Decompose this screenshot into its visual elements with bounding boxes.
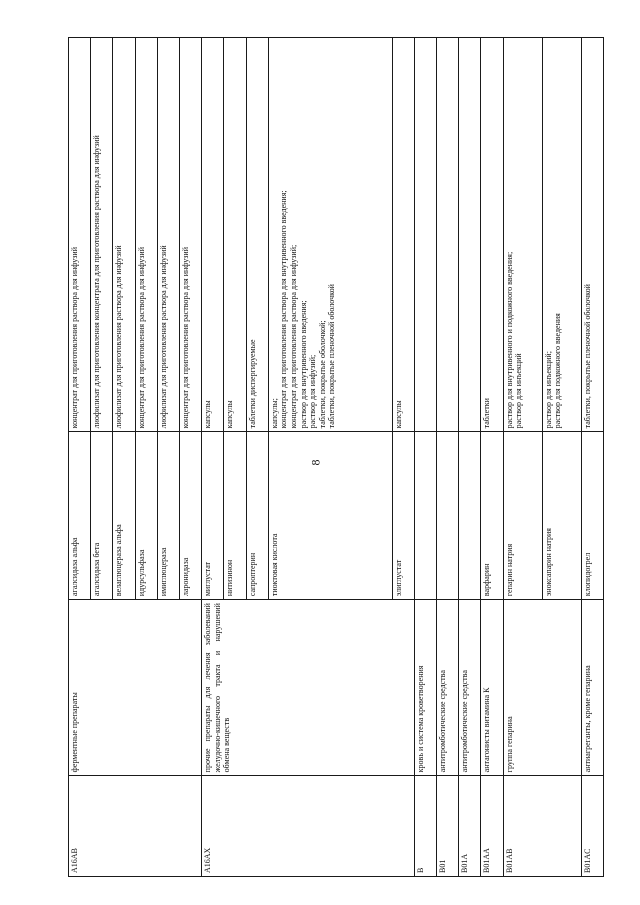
table-row xyxy=(503,38,542,877)
dosage-form-cell xyxy=(268,38,392,432)
atc-group-cell: прочие препараты для лечения заболеваний желудочно-кишечного тракта и нарушений обмена веществ xyxy=(202,600,415,776)
atc-group-cell: антагонисты витамина К xyxy=(481,600,503,776)
dosage-form-line: раствор для инфузий; xyxy=(308,354,318,429)
dosage-form-line: таблетки диспергируемые xyxy=(247,339,257,429)
drug-name-cell: нитизинон xyxy=(224,432,246,600)
atc-group-cell: группа гепарина xyxy=(503,600,581,776)
drug-name-cell: агалсидаза альфа xyxy=(69,432,91,600)
dosage-form-line: таблетки xyxy=(482,398,492,429)
drug-registry-table xyxy=(68,37,604,877)
drug-name-cell: идурсульфаза xyxy=(135,432,157,600)
dosage-form-cell xyxy=(481,38,503,432)
page-number: 8 xyxy=(308,459,323,466)
dosage-form-line: концентрат для приготовления раствора для инфузий xyxy=(70,247,79,429)
drug-name-cell: гепарин натрия xyxy=(503,432,542,600)
atc-group-cell: кровь и система кроветворения xyxy=(414,600,436,776)
table-body xyxy=(69,38,604,877)
table-row xyxy=(436,38,458,877)
table-row xyxy=(481,38,503,877)
atc-code-cell: A16AB xyxy=(69,776,202,877)
drug-name-cell: сапроптерин xyxy=(246,432,268,600)
dosage-form-cell xyxy=(581,38,603,432)
drug-name-cell: варфарин xyxy=(481,432,503,600)
drug-name-cell: элиглустат xyxy=(392,432,414,600)
drug-name-cell: клопидогрел xyxy=(581,432,603,600)
dosage-form-cell xyxy=(392,38,414,432)
atc-code-cell: B01AA xyxy=(481,776,503,877)
drug-name-cell xyxy=(414,432,436,600)
dosage-form-line: лиофилизат для приготовления концентрата для приготовления раствора для инфузий xyxy=(92,135,102,429)
table-row xyxy=(202,38,224,877)
dosage-form-line: концентрат для приготовления раствора для внутривенного введения; xyxy=(279,190,289,429)
dosage-form-cell xyxy=(436,38,458,432)
atc-group-cell: ферментные препараты xyxy=(69,600,202,776)
atc-code-cell: B01 xyxy=(436,776,458,877)
dosage-form-cell xyxy=(91,38,113,432)
atc-group-cell: антитромботические средства xyxy=(436,600,458,776)
dosage-form-cell xyxy=(157,38,179,432)
dosage-form-line: раствор для внутривенного введения; xyxy=(298,300,308,429)
atc-code-cell: B01AB xyxy=(503,776,581,877)
dosage-form-cell xyxy=(414,38,436,432)
table-row xyxy=(69,38,91,877)
dosage-form-cell xyxy=(69,38,91,432)
atc-group-cell: антиагреганты, кроме гепарина xyxy=(581,600,603,776)
dosage-form-cell xyxy=(542,38,581,432)
dosage-form-cell xyxy=(246,38,268,432)
dosage-form-line: капсулы; xyxy=(269,398,279,429)
dosage-form-line: лиофилизат для приготовления раствора для инфузий xyxy=(114,245,124,429)
table-row xyxy=(414,38,436,877)
dosage-form-line: концентрат для приготовления раствора для инфузий xyxy=(136,247,146,429)
dosage-form-line: раствор для инъекций xyxy=(514,353,524,429)
atc-code-cell: B01A xyxy=(459,776,481,877)
dosage-form-cell xyxy=(503,38,542,432)
dosage-form-line: раствор для инъекций; xyxy=(543,351,553,429)
dosage-form-line: таблетки, покрытые пленочной оболочкой xyxy=(327,284,337,429)
atc-code-cell: B xyxy=(414,776,436,877)
dosage-form-line: раствор для внутривенного и подкожного введения; xyxy=(504,251,514,429)
dosage-form-line: капсулы xyxy=(203,400,213,429)
drug-name-cell: велаглюцераза альфа xyxy=(113,432,135,600)
dosage-form-cell xyxy=(113,38,135,432)
dosage-form-line: концентрат для приготовления раствора для инфузий xyxy=(181,247,191,429)
atc-group-cell: антитромботические средства xyxy=(459,600,481,776)
dosage-form-line: таблетки, покрытые оболочкой; xyxy=(317,320,327,429)
dosage-form-cell xyxy=(180,38,202,432)
dosage-form-cell xyxy=(202,38,224,432)
drug-name-cell xyxy=(459,432,481,600)
drug-name-cell: эноксапарин натрия xyxy=(542,432,581,600)
dosage-form-cell xyxy=(135,38,157,432)
dosage-form-cell xyxy=(459,38,481,432)
table-row xyxy=(581,38,603,877)
dosage-form-line: капсулы xyxy=(393,400,403,429)
dosage-form-line: капсулы xyxy=(225,400,235,429)
drug-name-cell xyxy=(436,432,458,600)
drug-name-cell: миглустат xyxy=(202,432,224,600)
drug-name-cell: имиглюцераза xyxy=(157,432,179,600)
dosage-form-line: таблетки, покрытые пленочной оболочкой xyxy=(582,284,592,429)
dosage-form-line: лиофилизат для приготовления раствора для инфузий xyxy=(158,245,168,429)
drug-name-cell: ларонидаза xyxy=(180,432,202,600)
dosage-form-line: концентрат для приготовления раствора для инфузий; xyxy=(289,244,299,429)
atc-code-cell: B01AC xyxy=(581,776,603,877)
drug-name-cell: агалсидаза бета xyxy=(91,432,113,600)
drug-name-cell: тиоктовая кислота xyxy=(268,432,392,600)
table-row xyxy=(459,38,481,877)
dosage-form-cell xyxy=(224,38,246,432)
dosage-form-line: раствор для подкожного введения xyxy=(553,313,563,429)
atc-code-cell: A16AX xyxy=(202,776,415,877)
